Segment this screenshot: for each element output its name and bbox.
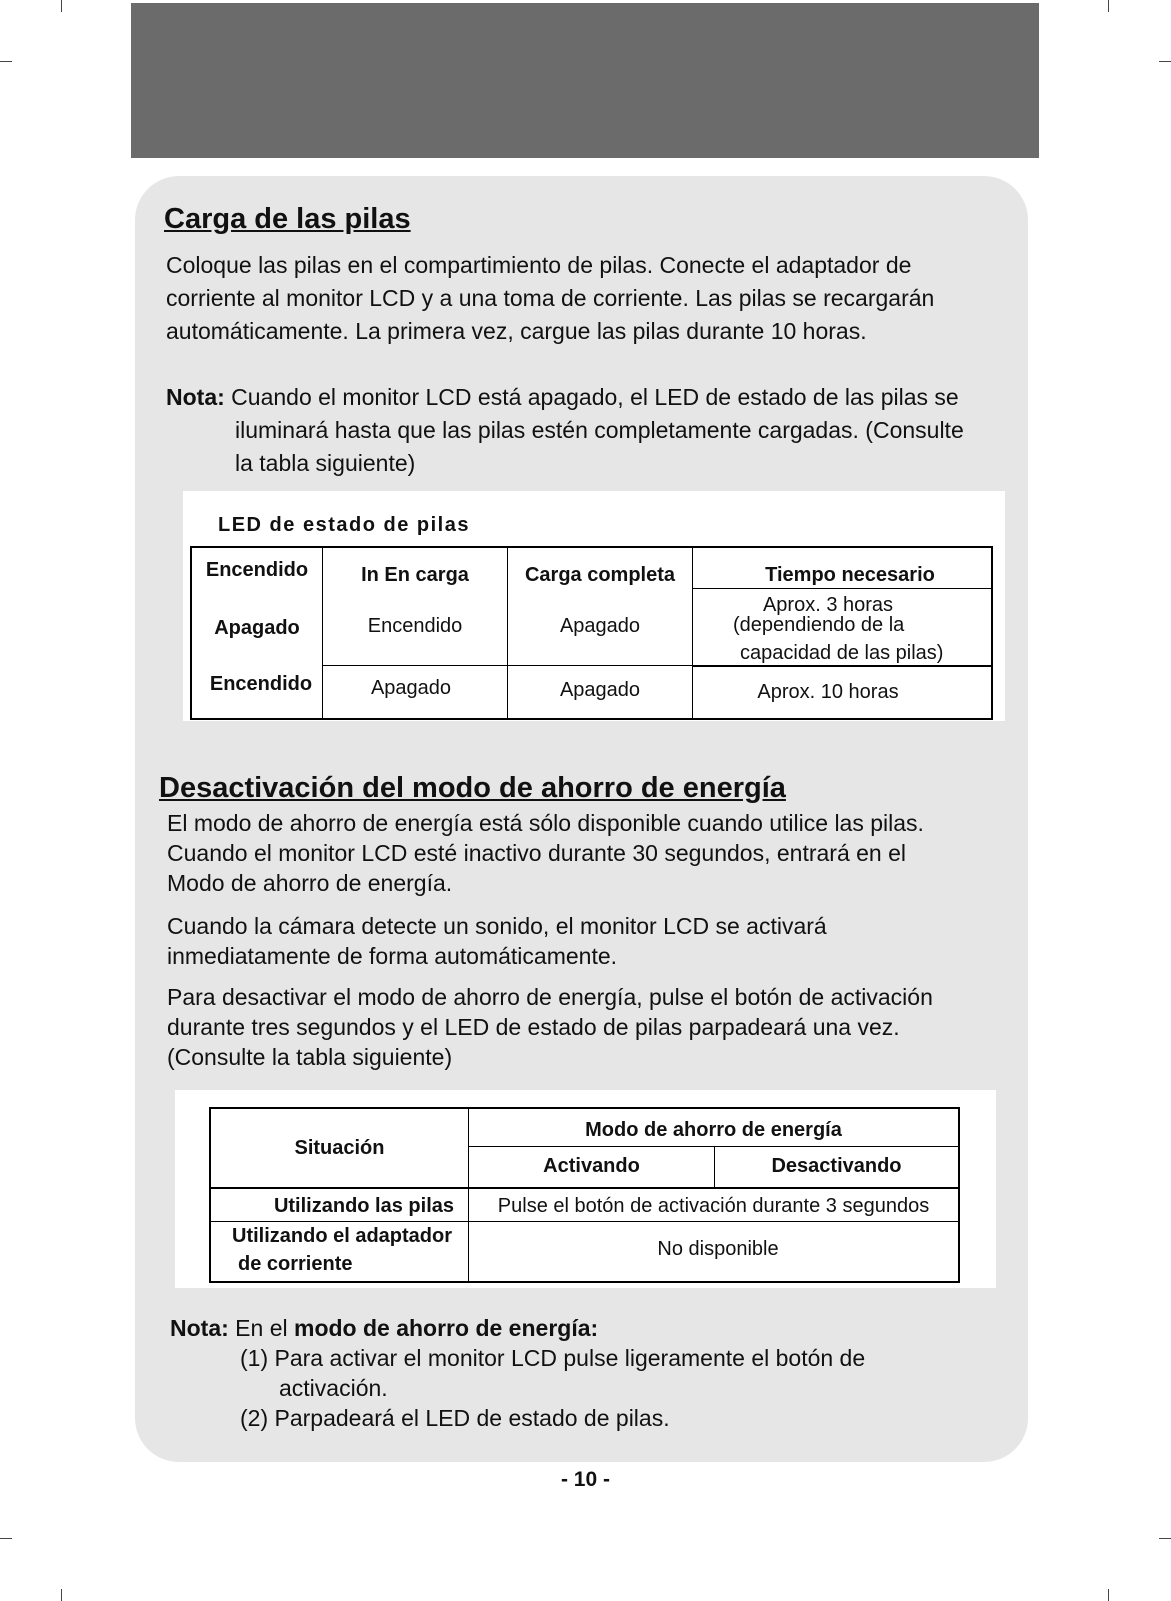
crop-mark (0, 1538, 12, 1539)
table-header-cell: Desactivando (771, 1155, 902, 1177)
text-line: modo de ahorro de energía: (294, 1315, 599, 1341)
table-cell: Utilizando el adaptador (232, 1225, 453, 1247)
table-header-cell: Encendido (205, 559, 309, 581)
table-cell: Aprox. 10 horas (757, 681, 899, 703)
table-header-cell: Modo de ahorro de energía (585, 1119, 842, 1141)
text-line: inmediatamente de forma automáticamente. (167, 943, 618, 969)
table-header-cell: In En carga (361, 564, 469, 586)
power-saving-note (170, 1313, 865, 1433)
text-line: Cuando la cámara detecte un sonido, el monitor LCD se activará (167, 913, 827, 939)
text-line: Modo de ahorro de energía. (167, 870, 453, 896)
crop-mark (61, 1589, 62, 1601)
table-header-cell: Situación (294, 1137, 385, 1159)
table-cell: de corriente (238, 1253, 353, 1275)
note-label: Nota: (170, 1315, 229, 1341)
text-line: corriente al monitor LCD y a una toma de corriente. Las pilas se recargarán (166, 285, 935, 311)
text-line: iluminará hasta que las pilas estén completamente cargadas. (Consulte (235, 417, 964, 443)
text-line: (1) Para activar el monitor LCD pulse ligeramente el botón de (240, 1345, 866, 1371)
table-cell: Apagado (370, 677, 452, 699)
section-title-power-saving: Desactivación del modo de ahorro de energía (159, 772, 786, 804)
table-cell: Apagado (559, 679, 641, 701)
table-cell: Apagado (559, 615, 641, 637)
table-cell: Aprox. 3 horas (762, 594, 894, 616)
table-cell: capacidad de las pilas) (740, 642, 944, 664)
note-label: Nota: (166, 384, 225, 410)
text-line: automáticamente. La primera vez, cargue las pilas durante 10 horas. (166, 318, 867, 344)
table-caption: LED de estado de pilas (218, 514, 470, 536)
table-header-cell: Activando (543, 1155, 640, 1177)
text-line: Para desactivar el modo de ahorro de energía, pulse el botón de activación (167, 984, 933, 1010)
power-saving-paragraph-2 (167, 911, 827, 971)
power-saving-paragraph-3 (167, 982, 933, 1072)
table-header-cell: Tiempo necesario (765, 564, 935, 586)
table-cell: No disponible (657, 1238, 779, 1260)
section-title-charging: Carga de las pilas (164, 203, 411, 235)
crop-mark (0, 61, 12, 62)
charging-note (166, 381, 964, 480)
crop-mark (1108, 1589, 1109, 1601)
table-cell: Apagado (214, 617, 300, 639)
header-bar (131, 3, 1039, 158)
table-cell: Encendido (209, 673, 313, 695)
text-line: durante tres segundos y el LED de estado de pilas parpadeará una vez. (167, 1014, 900, 1040)
table-cell: (dependiendo de la (733, 614, 905, 636)
charging-paragraph (166, 249, 934, 348)
crop-mark (1108, 0, 1109, 12)
crop-mark (1159, 61, 1171, 62)
text-line: Coloque las pilas en el compartimiento de pilas. Conecte el adaptador de (166, 252, 912, 278)
table-cell: Utilizando las pilas (273, 1195, 454, 1217)
table-header-cell: Carga completa (524, 564, 676, 586)
text-line: activación. (279, 1375, 388, 1401)
text-line: (2) Parpadeará el LED de estado de pilas. (240, 1405, 670, 1431)
table-cell: Pulse el botón de activación durante 3 segundos (497, 1195, 930, 1217)
page-number: - 10 - (560, 1468, 610, 1491)
crop-mark (61, 0, 62, 12)
table-cell: Encendido (367, 615, 463, 637)
text-line: En el (235, 1315, 288, 1341)
crop-mark (1159, 1538, 1171, 1539)
text-line: El modo de ahorro de energía está sólo disponible cuando utilice las pilas. (167, 810, 924, 836)
text-line: (Consulte la tabla siguiente) (167, 1044, 453, 1070)
text-line: Cuando el monitor LCD esté inactivo durante 30 segundos, entrará en el (167, 840, 907, 866)
power-saving-paragraph-1 (167, 808, 924, 898)
text-line: Cuando el monitor LCD está apagado, el LED de estado de las pilas se (231, 384, 959, 410)
text-line: la tabla siguiente) (235, 450, 416, 476)
